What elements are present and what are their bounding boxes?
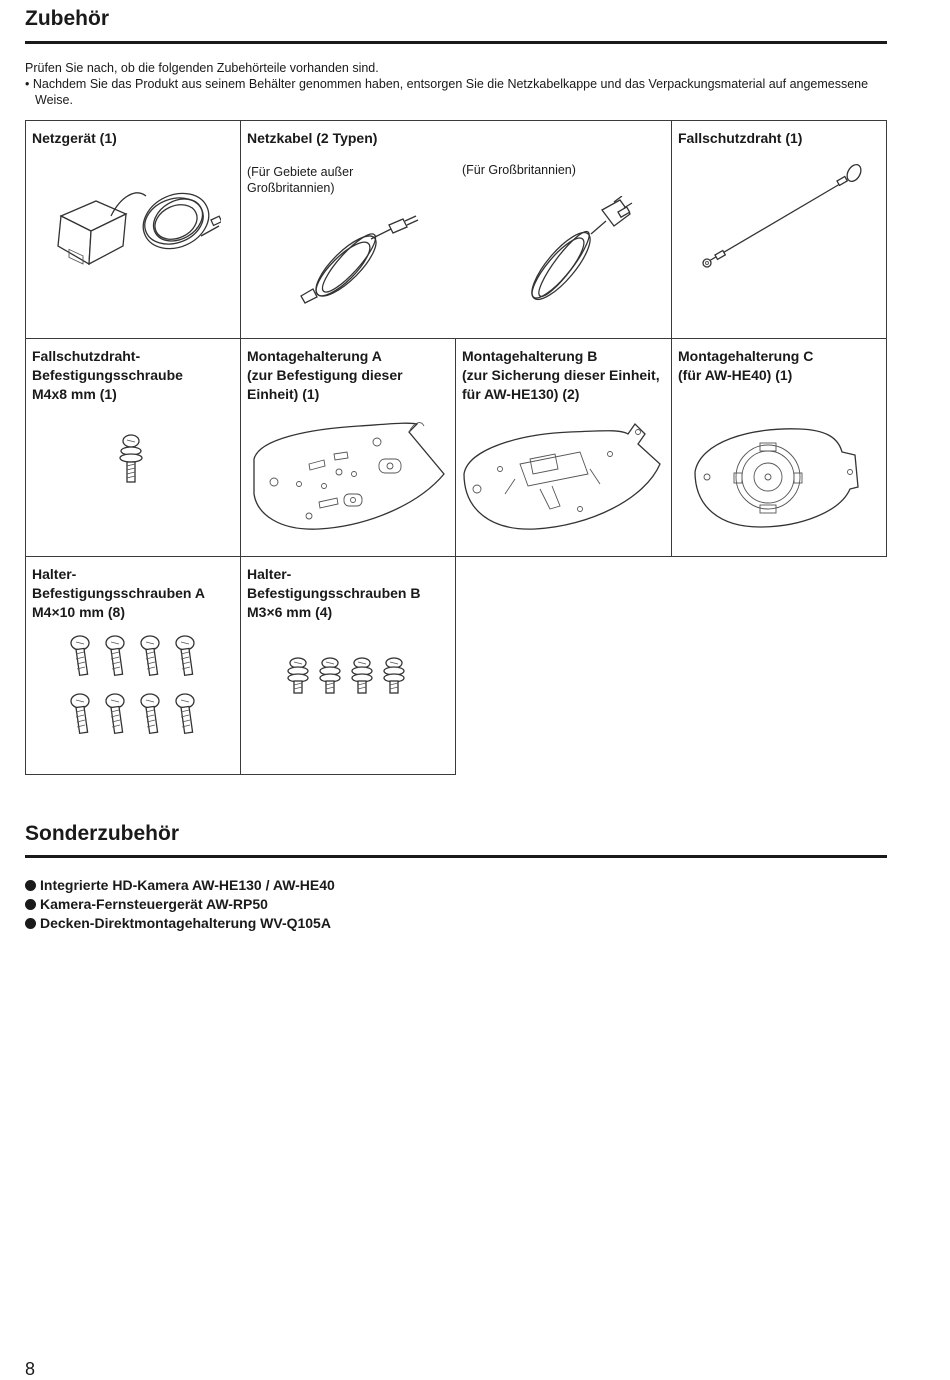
power-cord-sub-a: (Für Gebiete außer Großbritannien) (247, 165, 354, 195)
cell-bracket-b (455, 338, 672, 557)
item-label: Halter- Befestigungsschrauben A M4×10 mm (8) (32, 566, 205, 620)
item-label: Netzkabel (2 Typen) (247, 130, 378, 146)
cell-power-cord (240, 120, 672, 339)
intro-text (25, 60, 885, 108)
item-label: Fallschutzdraht- Befestigungsschraube M4x8 mm (1) (32, 348, 183, 402)
screw-icon (116, 434, 146, 489)
optional-title: Sonderzubehör (25, 822, 180, 845)
mounting-bracket-a-icon (249, 414, 449, 534)
drop-prevention-wire-icon (697, 161, 867, 271)
list-item: Integrierte HD-Kamera AW-HE130 / AW-HE40 (25, 876, 335, 895)
bullet-icon (25, 918, 36, 929)
optional-rule (25, 855, 887, 858)
intro-bullet: • Nachdem Sie das Produkt aus seinem Behälter genommen haben, entsorgen Sie die Netzkabelkappe und das Verpackungsmaterial auf angemessene Weise. (25, 77, 869, 107)
cell-bracket-a (240, 338, 456, 557)
item-label: Fallschutzdraht (1) (678, 130, 803, 146)
cell-bracket-c (671, 338, 887, 557)
cell-drop-wire (671, 120, 887, 339)
power-cord-icon (291, 211, 421, 311)
item-label: Montagehalterung A (zur Befestigung dieser Einheit) (1) (247, 348, 403, 402)
page-number: 8 (25, 1359, 36, 1379)
list-item: Decken-Direktmontagehalterung WV-Q105A (25, 914, 335, 933)
cell-ac-adapter (25, 120, 241, 339)
intro-line: Prüfen Sie nach, ob die folgenden Zubehörteile vorhanden sind. (25, 61, 379, 75)
cell-screws-a (25, 556, 241, 775)
cell-wire-screw (25, 338, 241, 557)
item-label: Montagehalterung C (für AW-HE40) (1) (678, 348, 814, 383)
screws-b-icon (286, 657, 416, 702)
list-item: Kamera-Fernsteuergerät AW-RP50 (25, 895, 335, 914)
item-label: Halter- Befestigungsschrauben B M3×6 mm (4) (247, 566, 421, 620)
bullet-icon (25, 899, 36, 910)
item-label: Montagehalterung B (zur Sicherung dieser Einheit, für AW-HE130) (2) (462, 348, 660, 402)
mounting-bracket-c-icon (690, 417, 880, 532)
screws-a-icon (66, 635, 206, 755)
item-label: Netzgerät (1) (32, 130, 117, 146)
power-cord-sub-b: (Für Großbritannien) (462, 163, 576, 177)
mounting-bracket-b-icon (460, 414, 665, 534)
optional-list (25, 876, 335, 933)
power-cord-uk-icon (506, 196, 646, 311)
bullet-icon (25, 880, 36, 891)
ac-adapter-icon (51, 176, 221, 271)
accessories-title: Zubehör (25, 7, 109, 30)
cell-screws-b (240, 556, 456, 775)
title-rule (25, 41, 887, 44)
